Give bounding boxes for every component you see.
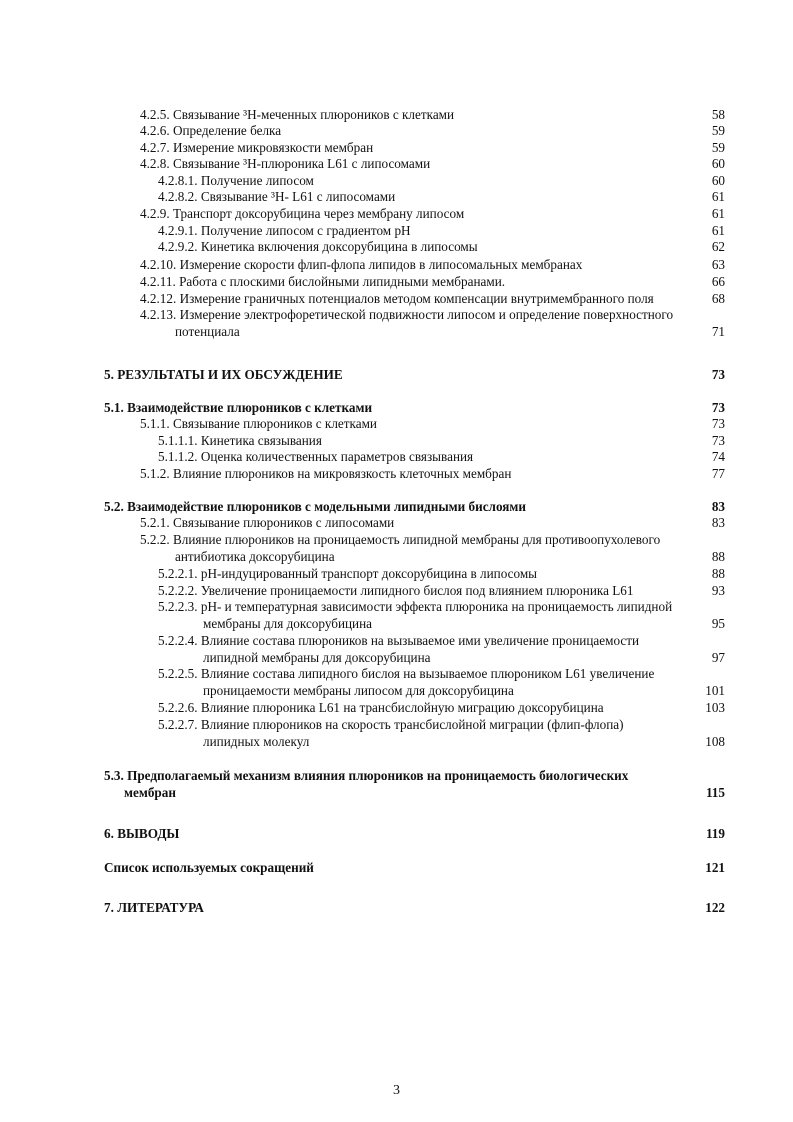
toc-entry-title-continued: мембран	[124, 785, 176, 800]
toc-entry-title: 5.2.1. Связывание плюроников с липосомами	[140, 515, 395, 530]
toc-entry-page: 74	[711, 449, 725, 464]
toc-entry-page: 119	[705, 826, 725, 841]
toc-entry-title: 5.1. Взаимодействие плюроников с клетками	[104, 400, 373, 415]
toc-entry-title: 4.2.9.2. Кинетика включения доксорубицина в липосомы	[158, 239, 478, 254]
toc-entry-page: 83	[711, 515, 725, 530]
toc-entry-page: 58	[711, 107, 725, 122]
toc-entry-title: 7. ЛИТЕРАТУРА	[104, 900, 204, 915]
toc-entry-title: 5.1.2. Влияние плюроников на микровязкость клеточных мембран	[140, 466, 512, 481]
page-number: 3	[393, 1083, 400, 1098]
toc-entry-page: 83	[711, 499, 725, 514]
toc-entry-title: 5.2.2.5. Влияние состава липидного бислоя на вызываемое плюроником L61 увеличение	[158, 666, 655, 681]
toc-entry-title: 4.2.8.2. Связывание ³H- L61 с липосомами	[158, 189, 396, 204]
toc-entry-title: 5.2.2.2. Увеличение проницаемости липидного бислоя под влиянием плюроника L61	[158, 583, 634, 598]
toc-entry-page: 61	[711, 189, 725, 204]
toc-entry-page: 101	[705, 683, 725, 698]
toc-entry-title: 4.2.8. Связывание ³H-плюроника L61 с липосомами	[140, 156, 431, 171]
toc-entry-title: Список используемых сокращений	[104, 860, 314, 875]
toc-entry-title: 4.2.13. Измерение электрофоретической подвижности липосом и определение поверхностного	[140, 307, 674, 322]
toc-entry-page: 73	[711, 416, 725, 431]
toc-entry-title: 4.2.11. Работа с плоскими бислойными липидными мембранами.	[140, 274, 506, 289]
toc-entry-page: 95	[711, 616, 725, 631]
toc-entry-page: 62	[711, 239, 725, 254]
toc-entry-title: 5.1.1.1. Кинетика связывания	[158, 433, 322, 448]
toc-entry-title: 5.2.2.1. pH-индуцированный транспорт доксорубицина в липосомы	[158, 566, 538, 581]
toc-entry-page: 77	[711, 466, 725, 481]
toc-entry-title: 5.2.2. Влияние плюроников на проницаемость липидной мембраны для противоопухолевого	[140, 532, 661, 547]
toc-entry-title: 5.1.1. Связывание плюроников с клетками	[140, 416, 377, 431]
toc-entry-page: 60	[711, 156, 725, 171]
toc-entry-title: 6. ВЫВОДЫ	[104, 826, 180, 841]
toc-entry-title-continued: потенциала	[175, 324, 240, 339]
toc-entry-title-continued: липидных молекул	[203, 734, 310, 749]
toc-entry-page: 97	[711, 650, 725, 665]
toc-entry-page: 73	[711, 367, 725, 382]
toc-entry-page: 108	[705, 734, 725, 749]
toc-entry-title: 5.2.2.6. Влияние плюроника L61 на трансбислойную миграцию доксорубицина	[158, 700, 604, 715]
toc-entry-title: 5.2.2.7. Влияние плюроников на скорость трансбислойной миграции (флип-флопа)	[158, 717, 624, 732]
toc-entry-title: 5.1.1.2. Оценка количественных параметров связывания	[158, 449, 474, 464]
toc-entry-title: 4.2.6. Определение белка	[140, 123, 282, 138]
toc-entry-page: 121	[705, 860, 725, 875]
toc-entry-title: 4.2.12. Измерение граничных потенциалов методом компенсации внутримембранного поля	[140, 291, 654, 306]
toc-entry-title-continued: липидной мембраны для доксорубицина	[203, 650, 431, 665]
toc-entry-page: 61	[711, 223, 725, 238]
toc-entry-title-continued: мембраны для доксорубицина	[203, 616, 373, 631]
toc-entry-page: 63	[711, 257, 725, 272]
toc-entry-page: 88	[711, 566, 725, 581]
toc-entry-page: 61	[711, 206, 725, 221]
toc-entry-title: 4.2.10. Измерение скорости флип-флопа липидов в липосомальных мембранах	[140, 257, 583, 272]
toc-entry-title: 5.2.2.3. pH- и температурная зависимости эффекта плюроника на проницаемость липидной	[158, 599, 673, 614]
toc-entry-page: 66	[711, 274, 725, 289]
toc-entry-title: 5. РЕЗУЛЬТАТЫ И ИХ ОБСУЖДЕНИЕ	[104, 367, 343, 382]
toc-entry-title: 4.2.9.1. Получение липосом с градиентом pH	[158, 223, 411, 238]
toc-entry-title: 4.2.7. Измерение микровязкости мембран	[140, 140, 374, 155]
toc-entry-title: 5.3. Предполагаемый механизм влияния плюроников на проницаемость биологических	[104, 768, 629, 783]
toc-entry-page: 73	[711, 433, 725, 448]
toc-entry-page: 103	[705, 700, 725, 715]
toc-entry-page: 88	[711, 549, 725, 564]
toc-entry-title: 5.2. Взаимодействие плюроников с модельными липидными бислоями	[104, 499, 526, 514]
toc-entry-page: 59	[711, 123, 725, 138]
toc-entry-page: 93	[711, 583, 725, 598]
toc-entry-page: 71	[711, 324, 725, 339]
toc-entry-title: 5.2.2.4. Влияние состава плюроников на вызываемое ими увеличение проницаемости	[158, 633, 640, 648]
toc-entry-title: 4.2.8.1. Получение липосом	[158, 173, 314, 188]
toc-entry-page: 73	[711, 400, 725, 415]
toc-entry-title: 4.2.5. Связывание ³H-меченных плюроников с клетками	[140, 107, 455, 122]
toc-entry-page: 68	[711, 291, 725, 306]
toc-entry-page: 115	[705, 785, 725, 800]
toc-entry-page: 60	[711, 173, 725, 188]
toc-entry-title: 4.2.9. Транспорт доксорубицина через мембрану липосом	[140, 206, 465, 221]
toc-entry-page: 59	[711, 140, 725, 155]
toc-entry-title-continued: антибиотика доксорубицина	[175, 549, 335, 564]
toc-entry-page: 122	[705, 900, 725, 915]
toc-entry-title-continued: проницаемости мембраны липосом для доксорубицина	[203, 683, 514, 698]
